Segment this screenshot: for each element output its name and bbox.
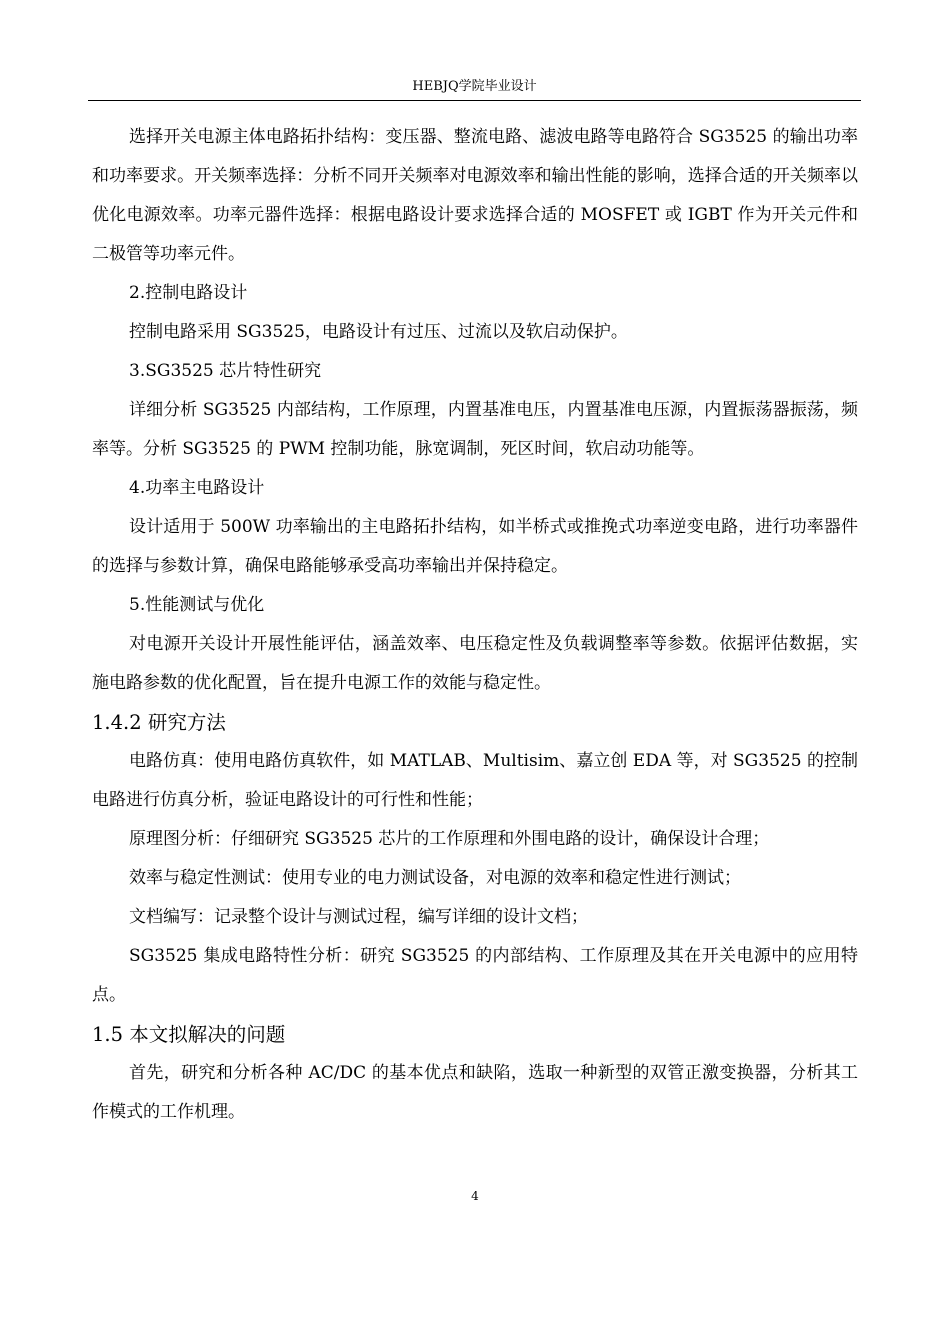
paragraph-circuit-simulation: 电路仿真：使用电路仿真软件，如 MATLAB、Multisim、嘉立创 EDA 等，对 SG3525 的控制电路进行仿真分析，验证电路设计的可行性和性能； — [92, 751, 858, 810]
paragraph-topology: 选择开关电源主体电路拓扑结构：变压器、整流电路、滤波电路等电路符合 SG3525 的输出功率和功率要求。开关频率选择：分析不同开关频率对电源效率和输出性能的影响，选择合适的开关频率以优化电源效率。功率元器件选择：根据电路设计要求选择合适的 MOSFET 或 IGBT 作为开关元件和二极管等功率元件。 — [92, 127, 858, 264]
section-heading-problems: 1.5 本文拟解决的问题 — [92, 1023, 286, 1046]
header-rule — [88, 100, 861, 101]
paragraph-power-main-circuit: 设计适用于 500W 功率输出的主电路拓扑结构，如半桥式或推挽式功率逆变电路，进行功率器件的选择与参数计算，确保电路能够承受高功率输出并保持稳定。 — [92, 517, 858, 576]
item-performance-test: 5.性能测试与优化 — [129, 595, 265, 615]
paragraph-performance-test: 对电源开关设计开展性能评估，涵盖效率、电压稳定性及负载调整率等参数。依据评估数据，实施电路参数的优化配置，旨在提升电源工作的效能与稳定性。 — [92, 634, 858, 693]
paragraph-ic-analysis: SG3525 集成电路特性分析：研究 SG3525 的内部结构、工作原理及其在开关电源中的应用特点。 — [92, 946, 858, 1005]
item-chip-characteristics: 3.SG3525 芯片特性研究 — [129, 361, 322, 381]
page-header: HEBJQ学院毕业设计 — [412, 79, 537, 94]
paragraph-problems: 首先，研究和分析各种 AC/DC 的基本优点和缺陷，选取一种新型的双管正激变换器，分析其工作模式的工作机理。 — [92, 1063, 858, 1122]
item-control-circuit-design: 2.控制电路设计 — [129, 283, 248, 303]
paragraph-efficiency-test: 效率与稳定性测试：使用专业的电力测试设备，对电源的效率和稳定性进行测试； — [129, 868, 741, 888]
paragraph-schematic-analysis: 原理图分析：仔细研究 SG3525 芯片的工作原理和外围电路的设计，确保设计合理； — [129, 829, 770, 849]
page-number: 4 — [471, 1189, 479, 1203]
section-heading-research-methods: 1.4.2 研究方法 — [92, 711, 226, 734]
paragraph-chip-analysis: 详细分析 SG3525 内部结构，工作原理，内置基准电压，内置基准电压源，内置振荡器振荡，频率等。分析 SG3525 的 PWM 控制功能，脉宽调制，死区时间，软启动功能等。 — [92, 400, 858, 459]
paragraph-control-circuit: 控制电路采用 SG3525，电路设计有过压、过流以及软启动保护。 — [129, 322, 628, 342]
paragraph-documentation: 文档编写：记录整个设计与测试过程，编写详细的设计文档； — [129, 907, 588, 927]
item-power-main-circuit: 4.功率主电路设计 — [129, 478, 265, 498]
document-body — [92, 118, 858, 1132]
